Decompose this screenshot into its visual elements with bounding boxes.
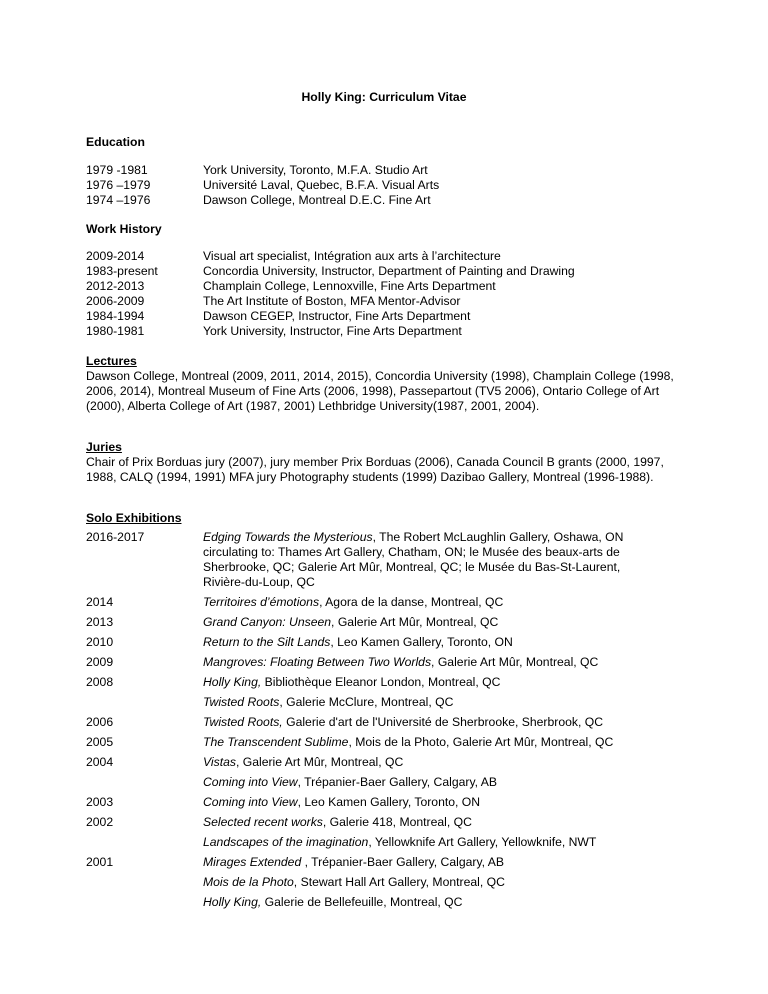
exhibition-title: Coming into View [203,795,298,809]
list-item [86,895,696,910]
list-item [86,835,696,850]
exhibition-title: Coming into View [203,775,298,789]
juries-heading: Juries [86,440,122,454]
list-item [86,294,696,309]
education-years: 1974 –1976 [86,193,151,207]
exhibition-year: 2014 [86,595,114,609]
list-item [86,715,696,730]
exhibition-year: 2009 [86,655,114,669]
work-years: 1984-1994 [86,309,145,323]
juries-text: Chair of Prix Borduas jury (2007), jury member Prix Borduas (2006), Canada Council B grants (2000, 1997, 1988, CALQ (1994, 1991) MFA jury Photography students (1999) Dazibao Gallery, Montreal (1996-1988). [86,455,664,484]
list-item [86,855,696,870]
exhibition-title: Holly King, [203,895,262,909]
exhibition-title: The Transcendent Sublime [203,735,349,749]
education-text: York University, Toronto, M.F.A. Studio Art [203,163,428,177]
exhibition-title: Mois de la Photo [203,875,294,889]
solo-exhibitions-heading: Solo Exhibitions [86,511,182,525]
list-item [86,249,696,264]
list-item [86,675,696,690]
lectures-heading: Lectures [86,354,137,368]
exhibition-year [86,695,203,710]
exhibition-year: 2006 [86,715,114,729]
exhibition-year: 2008 [86,675,114,689]
education-text: Dawson College, Montreal D.E.C. Fine Art [203,193,431,207]
exhibition-year [86,875,203,890]
exhibition-details: , Stewart Hall Art Gallery, Montreal, QC [293,875,505,889]
exhibition-title: Edging Towards the Mysterious [203,530,373,544]
exhibition-details: , Leo Kamen Gallery, Toronto, ON [330,635,513,649]
exhibition-title: Twisted Roots, [203,715,283,729]
education-years: 1979 -1981 [86,163,148,177]
work-years: 2012-2013 [86,279,145,293]
work-text: Champlain College, Lennoxville, Fine Arts Department [203,279,496,293]
work-years: 2006-2009 [86,294,145,308]
list-item [86,815,696,830]
exhibition-title: Mirages Extended [203,855,302,869]
exhibition-title: Holly King, [203,675,262,689]
exhibition-details: , Galerie 418, Montreal, QC [322,815,472,829]
exhibition-year: 2002 [86,815,114,829]
exhibition-title: Territoires d’émotions [203,595,320,609]
education-heading: Education [86,135,145,149]
list-item [86,795,696,810]
list-item [86,635,696,650]
list-item [86,309,696,324]
exhibition-details: , Galerie Art Mûr, Montreal, QC [235,755,404,769]
list-item [86,755,696,770]
exhibition-title: Mangroves: Floating Between Two Worlds [203,655,432,669]
list-item [86,530,696,590]
exhibition-year: 2004 [86,755,114,769]
solo-exhibitions-list [86,530,696,915]
list-item [86,695,696,710]
exhibition-details: , Trépanier-Baer Gallery, Calgary, AB [297,775,497,789]
work-text: York University, Instructor, Fine Arts Department [203,324,462,338]
exhibition-details: Galerie d'art de l'Université de Sherbrooke, Sherbrook, QC [282,715,604,729]
exhibition-year [86,775,203,790]
work-text: The Art Institute of Boston, MFA Mentor-Advisor [203,294,461,308]
exhibition-year: 2003 [86,795,114,809]
page-title: Holly King: Curriculum Vitae [301,90,467,104]
list-item [86,279,696,294]
work-history-heading: Work History [86,222,162,236]
exhibition-year: 2001 [86,855,114,869]
exhibition-year [86,835,203,850]
exhibition-details: Bibliothèque Eleanor London, Montreal, QC [261,675,501,689]
list-item [86,324,696,339]
exhibition-title: Vistas [203,755,236,769]
exhibition-title: Twisted Roots [203,695,280,709]
work-history-list [86,249,696,339]
exhibition-title: Grand Canyon: Unseen [203,615,332,629]
list-item [86,193,696,208]
exhibition-title: Selected recent works [203,815,323,829]
list-item [86,735,696,750]
exhibition-details: Galerie de Bellefeuille, Montreal, QC [261,895,463,909]
list-item [86,178,696,193]
exhibition-year: 2013 [86,615,114,629]
exhibition-details: , Galerie McClure, Montreal, QC [279,695,454,709]
list-item [86,615,696,630]
lectures-text: Dawson College, Montreal (2009, 2011, 2014, 2015), Concordia University (1998), Champlain College (1998, 2006, 2014), Montreal Museum of Fine Arts (2006, 1998), Passepartout (TV5 2006), Ontario College of Art (2000), Alberta College of Art (1987, 2001) Lethbridge University(1987, 2001, 2004). [86,369,674,413]
work-text: Concordia University, Instructor, Department of Painting and Drawing [203,264,575,278]
list-item [86,775,696,790]
exhibition-details: , Agora de la danse, Montreal, QC [319,595,504,609]
exhibition-year: 2010 [86,635,114,649]
exhibition-details: , Trépanier-Baer Gallery, Calgary, AB [301,855,504,869]
list-item [86,264,696,279]
education-text: Université Laval, Quebec, B.F.A. Visual Arts [203,178,440,192]
work-years: 2009-2014 [86,249,145,263]
work-text: Visual art specialist, Intégration aux arts à l’architecture [203,249,501,263]
exhibition-title: Return to the Silt Lands [203,635,331,649]
exhibition-details: , Mois de la Photo, Galerie Art Mûr, Montreal, QC [348,735,614,749]
list-item [86,595,696,610]
exhibition-details: , Galerie Art Mûr, Montreal, QC [331,615,499,629]
exhibition-details: , Galerie Art Mûr, Montreal, QC [431,655,599,669]
work-years: 1980-1981 [86,324,145,338]
list-item [86,655,696,670]
list-item [86,163,696,178]
work-text: Dawson CEGEP, Instructor, Fine Arts Department [203,309,471,323]
exhibition-details: , Leo Kamen Gallery, Toronto, ON [297,795,481,809]
education-years: 1976 –1979 [86,178,151,192]
education-list [86,163,696,208]
exhibition-details: , Yellowknife Art Gallery, Yellowknife, NWT [368,835,597,849]
exhibition-year: 2005 [86,735,114,749]
exhibition-title: Landscapes of the imagination [203,835,369,849]
work-years: 1983-present [86,264,158,278]
exhibition-details: , The Robert McLaughlin Gallery, Oshawa, ON circulating to: Thames Art Gallery, Chatham, ON; le Musée des beaux-arts de Sherbrooke, QC; Galerie Art Mûr, Montreal, QC; le Musée du Bas-St-Laurent, Rivière-du-Loup, QC [203,530,624,589]
list-item [86,875,696,890]
exhibition-year: 2016-2017 [86,530,145,544]
exhibition-year [86,895,203,910]
